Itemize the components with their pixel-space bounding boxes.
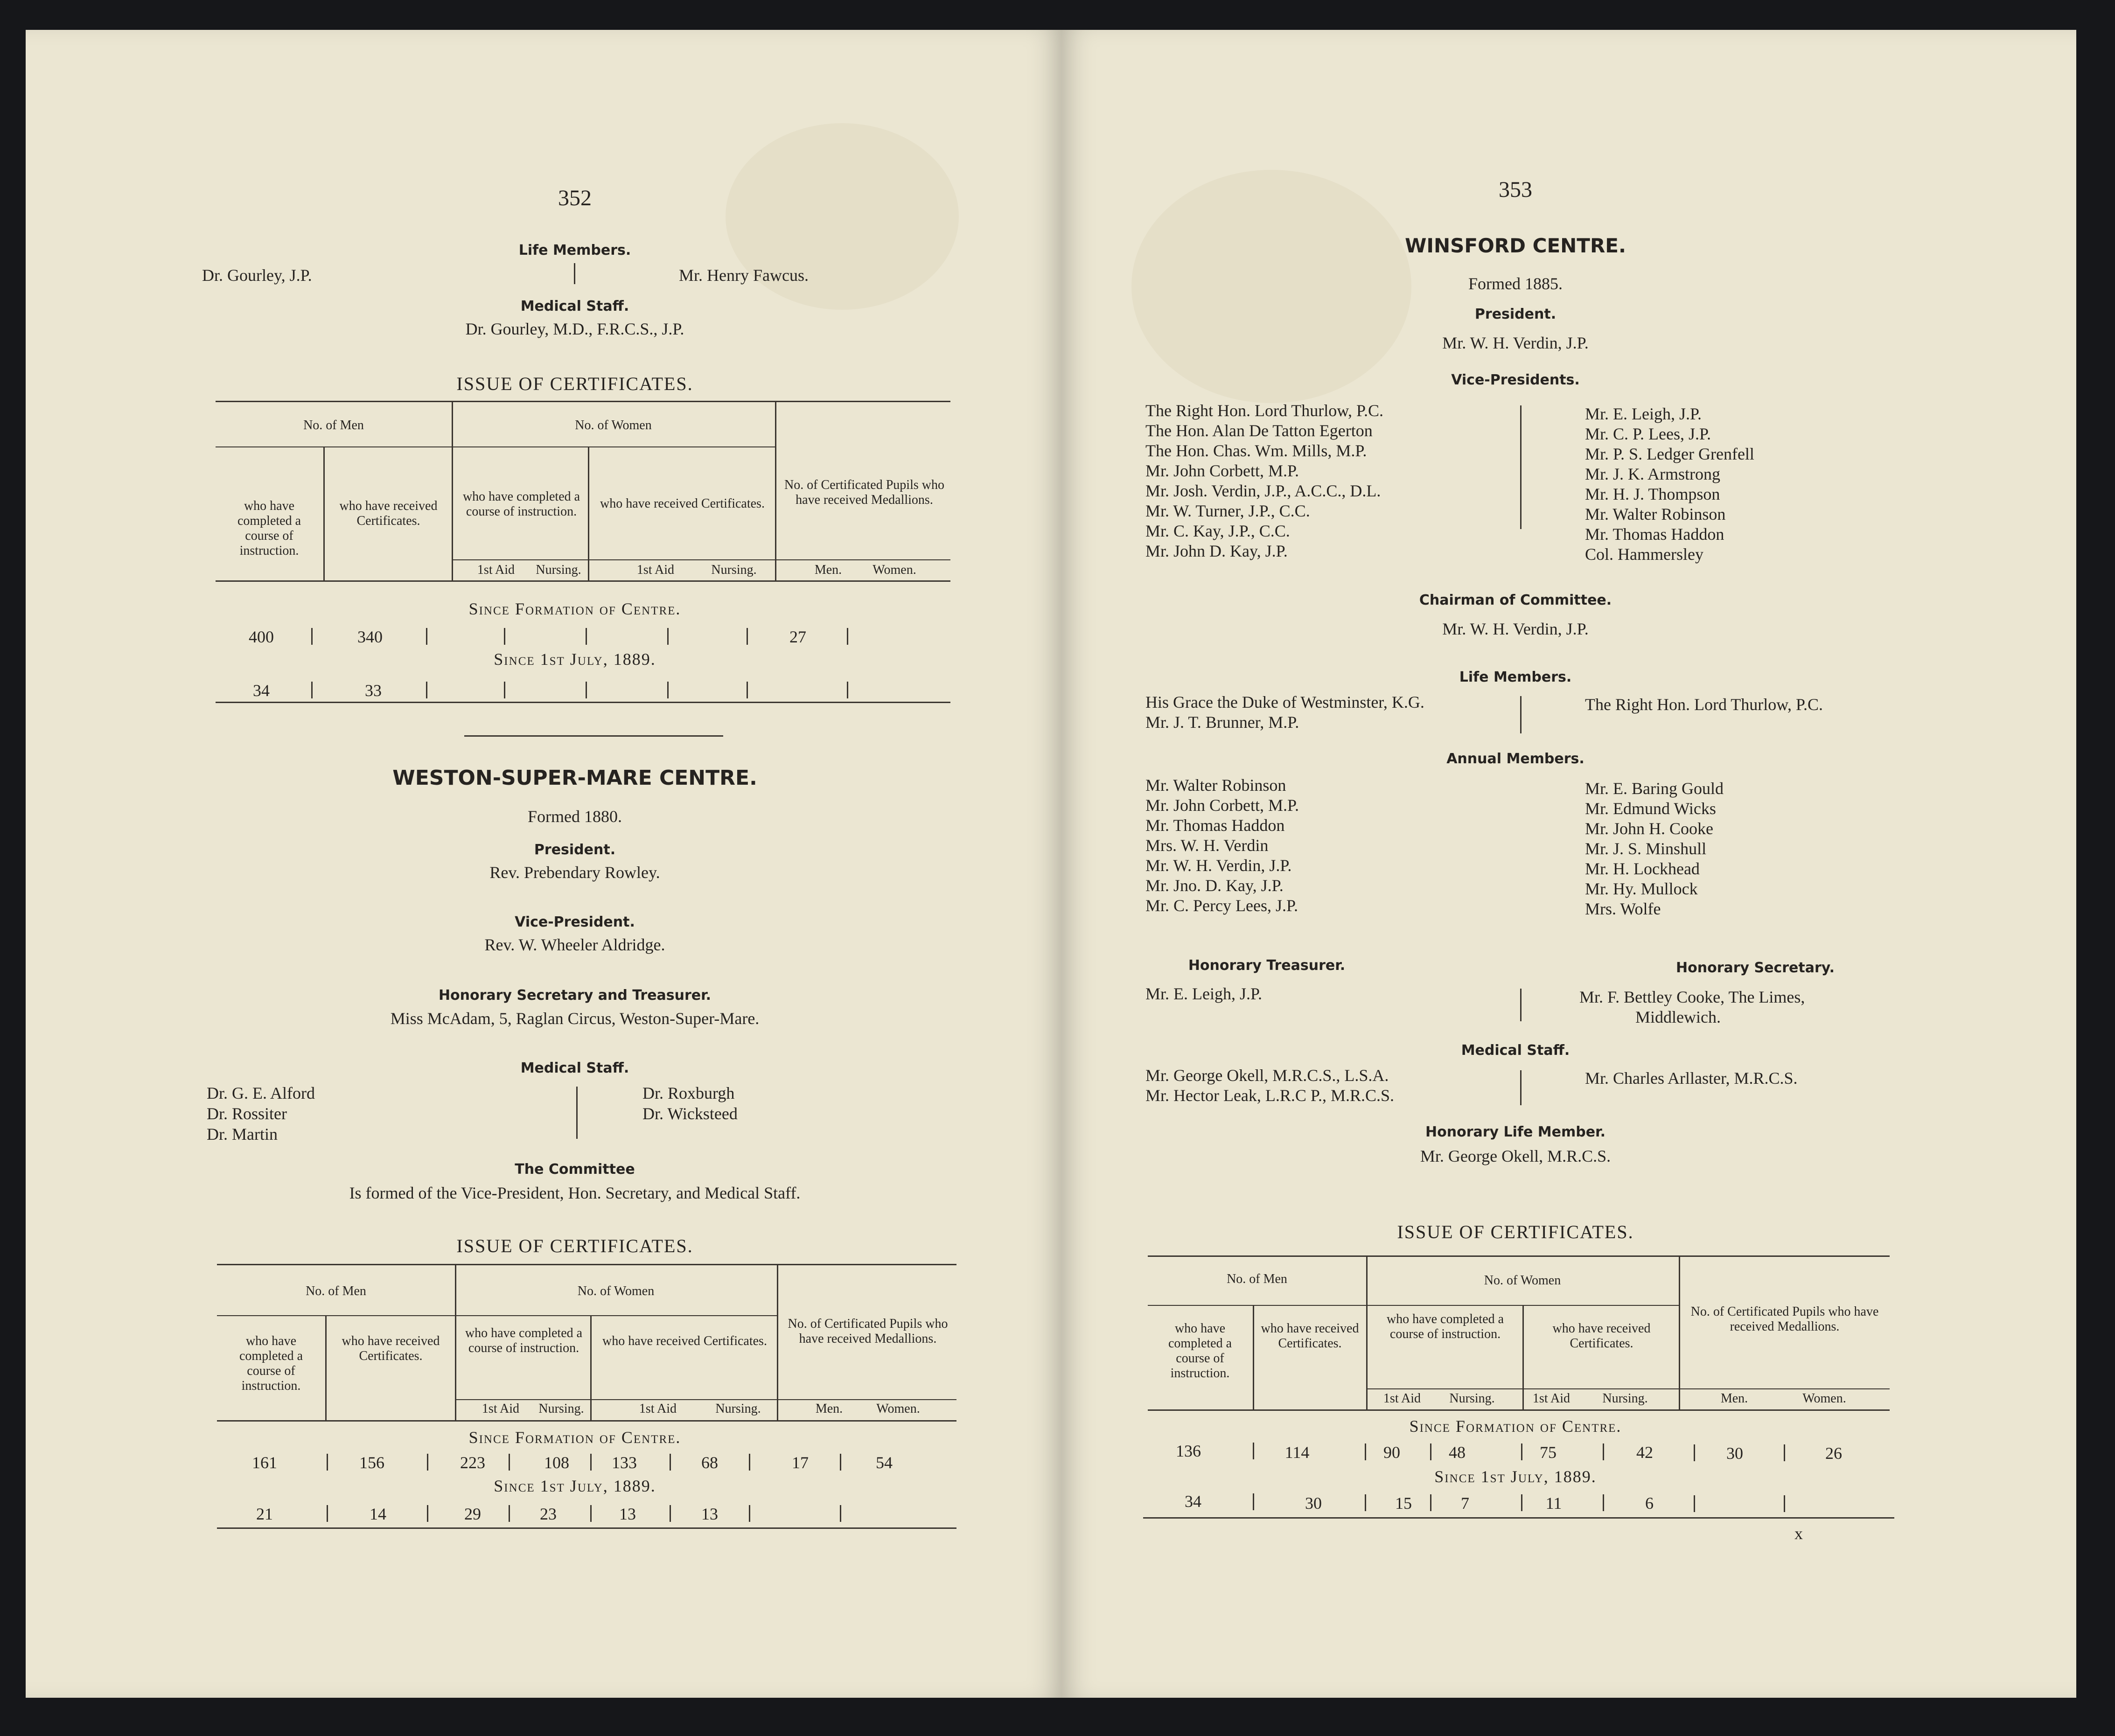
annual-member-name: Mr. C. Percy Lees, J.P. bbox=[1145, 896, 1298, 915]
vice-president-name: Mr. J. K. Armstrong bbox=[1585, 465, 1721, 483]
cell-separator bbox=[1603, 1443, 1604, 1460]
issue-title: ISSUE OF CERTIFICATES. bbox=[456, 373, 693, 394]
table-cell: 29 bbox=[464, 1505, 481, 1523]
cell-separator bbox=[840, 1454, 841, 1471]
table-cell: 23 bbox=[540, 1505, 557, 1523]
table-rule bbox=[455, 1399, 956, 1400]
table-cell: 27 bbox=[789, 627, 806, 646]
vice-presidents-heading: Vice-Presidents. bbox=[1451, 372, 1580, 388]
medical-staff-member: Mr. George Okell, M.R.C.S., L.S.A. bbox=[1145, 1066, 1389, 1085]
column-divider bbox=[588, 447, 589, 580]
vice-president-name: Mr. John D. Kay, J.P. bbox=[1145, 542, 1288, 560]
cell-separator bbox=[504, 628, 505, 645]
since-formation-label: Since Formation of Centre. bbox=[468, 1428, 681, 1447]
secretary-name: Miss McAdam, 5, Raglan Circus, Weston-Super-Mare. bbox=[390, 1009, 760, 1028]
formed-year: Formed 1885. bbox=[1468, 274, 1563, 293]
column-divider bbox=[1366, 1255, 1368, 1409]
table-cell: 34 bbox=[253, 681, 270, 700]
formed-year: Formed 1880. bbox=[528, 807, 622, 826]
first-aid-header: 1st Aid bbox=[477, 563, 515, 577]
column-divider bbox=[1253, 1306, 1254, 1409]
vice-president-name: Mr. Thomas Haddon bbox=[1585, 525, 1724, 544]
paper-stain bbox=[1131, 170, 1411, 403]
cell-separator bbox=[426, 682, 427, 698]
life-member-name: The Right Hon. Lord Thurlow, P.C. bbox=[1585, 695, 1823, 714]
vice-president-name: Mr. P. S. Ledger Grenfell bbox=[1585, 445, 1754, 463]
medical-staff-heading: Medical Staff. bbox=[520, 1060, 629, 1076]
medical-staff-member: Dr. Martin bbox=[207, 1125, 278, 1143]
table-cell: 33 bbox=[365, 681, 382, 700]
column-divider bbox=[574, 263, 575, 284]
cell-separator bbox=[840, 1505, 841, 1522]
cell-separator bbox=[1521, 1494, 1522, 1511]
since-july-label: Since 1st July, 1889. bbox=[494, 650, 656, 669]
first-aid-header: 1st Aid bbox=[482, 1401, 520, 1416]
centre-title: WESTON-SUPER-MARE CENTRE. bbox=[392, 766, 757, 790]
nursing-header: Nursing. bbox=[536, 563, 581, 577]
table-cell: 90 bbox=[1383, 1443, 1400, 1462]
women-received-header: who have received Certificates. bbox=[1552, 1321, 1651, 1351]
women-completed-header: who have completed a course of instruction. bbox=[465, 1326, 583, 1355]
women-header: No. of Women bbox=[577, 1284, 655, 1298]
medical-staff-heading: Medical Staff. bbox=[1461, 1042, 1570, 1059]
column-divider bbox=[325, 1316, 327, 1420]
men-completed-header: who have completed a course of instruction. bbox=[239, 1334, 303, 1393]
table-rule bbox=[216, 401, 950, 402]
right-page bbox=[1061, 30, 2076, 1698]
men-completed-header: who have completed a course of instruction. bbox=[237, 499, 301, 558]
women-completed-header: who have completed a course of instruction. bbox=[1386, 1312, 1504, 1341]
first-aid-header: 1st Aid bbox=[636, 563, 675, 577]
cell-separator bbox=[747, 682, 748, 698]
life-member-name: His Grace the Duke of Westminster, K.G. bbox=[1145, 693, 1424, 711]
table-rule bbox=[1148, 1305, 1679, 1306]
medallions-men-header: Men. bbox=[814, 563, 842, 577]
medallions-header: No. of Certificated Pupils who have received Medallions. bbox=[784, 478, 944, 507]
column-divider bbox=[775, 401, 776, 580]
table-cell: 13 bbox=[619, 1505, 636, 1523]
table-cell: 48 bbox=[1449, 1443, 1466, 1462]
table-cell: 17 bbox=[792, 1453, 809, 1472]
medical-staff-member: Mr. Charles Arllaster, M.R.C.S. bbox=[1585, 1069, 1798, 1088]
issue-title: ISSUE OF CERTIFICATES. bbox=[456, 1235, 693, 1256]
table-cell: 26 bbox=[1825, 1444, 1842, 1463]
cell-separator bbox=[1365, 1443, 1366, 1460]
page-number: 352 bbox=[558, 186, 592, 210]
table-rule bbox=[1148, 1409, 1890, 1411]
cell-separator bbox=[1603, 1494, 1604, 1511]
president-name: Rev. Prebendary Rowley. bbox=[489, 863, 660, 882]
cell-separator bbox=[427, 1454, 428, 1471]
table-rule bbox=[1148, 1255, 1890, 1257]
table-cell: 114 bbox=[1284, 1443, 1310, 1462]
vice-president-name: Mr. Walter Robinson bbox=[1585, 505, 1726, 523]
medallions-header: No. of Certificated Pupils who have received Medallions. bbox=[788, 1317, 948, 1346]
table-cell: 42 bbox=[1636, 1443, 1653, 1462]
first-aid-header: 1st Aid bbox=[639, 1401, 677, 1416]
honorary-life-member-heading: Honorary Life Member. bbox=[1425, 1124, 1605, 1140]
since-july-label: Since 1st July, 1889. bbox=[494, 1477, 656, 1495]
page-number: 353 bbox=[1499, 177, 1532, 202]
cell-separator bbox=[1365, 1494, 1366, 1511]
medallions-women-header: Women. bbox=[876, 1401, 920, 1416]
secretary-heading: Honorary Secretary and Treasurer. bbox=[438, 987, 712, 1004]
medical-staff-name: Dr. Gourley, M.D., F.R.C.S., J.P. bbox=[465, 320, 684, 338]
vice-president-heading: Vice-President. bbox=[515, 914, 635, 930]
annual-member-name: Mr. Thomas Haddon bbox=[1145, 816, 1285, 835]
medallions-women-header: Women. bbox=[1802, 1391, 1846, 1406]
cell-separator bbox=[670, 1505, 671, 1522]
men-header: No. of Men bbox=[303, 418, 364, 432]
column-divider bbox=[1520, 405, 1522, 529]
women-completed-header: who have completed a course of instruction. bbox=[462, 489, 580, 519]
vice-president-name: The Hon. Chas. Wm. Mills, M.P. bbox=[1145, 441, 1367, 460]
cell-separator bbox=[1430, 1494, 1431, 1511]
cell-separator bbox=[749, 1454, 750, 1471]
vice-president-name: Mr. C. P. Lees, J.P. bbox=[1585, 425, 1711, 443]
committee-text: Is formed of the Vice-President, Hon. Secretary, and Medical Staff. bbox=[349, 1184, 801, 1202]
first-aid-header: 1st Aid bbox=[1532, 1391, 1571, 1406]
table-rule bbox=[216, 580, 950, 582]
chairman-name: Mr. W. H. Verdin, J.P. bbox=[1442, 620, 1589, 638]
vice-president-name: Mr. C. Kay, J.P., C.C. bbox=[1145, 522, 1290, 540]
vice-president-name: The Right Hon. Lord Thurlow, P.C. bbox=[1145, 401, 1383, 420]
vice-president-name: Mr. John Corbett, M.P. bbox=[1145, 461, 1299, 480]
cell-separator bbox=[1430, 1443, 1431, 1460]
first-aid-header: 1st Aid bbox=[1383, 1391, 1421, 1406]
nursing-header: Nursing. bbox=[1449, 1391, 1495, 1406]
annual-member-name: Mr. Edmund Wicks bbox=[1585, 799, 1716, 818]
cell-separator bbox=[311, 628, 313, 645]
treasurer-heading: Honorary Treasurer. bbox=[1188, 957, 1346, 974]
cell-separator bbox=[327, 1454, 328, 1471]
table-cell: 6 bbox=[1645, 1494, 1654, 1513]
honorary-life-member-name: Mr. George Okell, M.R.C.S. bbox=[1420, 1147, 1611, 1165]
table-rule bbox=[216, 446, 775, 447]
men-received-header: who have received Certificates. bbox=[339, 499, 438, 528]
table-cell: 133 bbox=[612, 1453, 637, 1472]
column-divider bbox=[576, 1087, 578, 1139]
table-cell: 108 bbox=[544, 1453, 569, 1472]
life-members-heading: Life Members. bbox=[1459, 669, 1572, 685]
table-cell: 34 bbox=[1185, 1492, 1201, 1511]
medical-staff-member: Dr. Wicksteed bbox=[642, 1104, 738, 1123]
column-divider bbox=[323, 447, 325, 580]
cell-separator bbox=[1694, 1444, 1695, 1461]
section-divider bbox=[464, 735, 723, 737]
table-cell: 223 bbox=[460, 1453, 485, 1472]
men-received-header: who have received Certificates. bbox=[342, 1334, 440, 1363]
table-cell: 54 bbox=[876, 1453, 893, 1472]
medical-staff-member: Mr. Hector Leak, L.R.C P., M.R.C.S. bbox=[1145, 1086, 1395, 1105]
president-heading: President. bbox=[534, 842, 616, 858]
column-divider bbox=[455, 1264, 456, 1420]
annual-members-heading: Annual Members. bbox=[1446, 751, 1585, 767]
nursing-header: Nursing. bbox=[1602, 1391, 1648, 1406]
annual-member-name: Mr. John H. Cooke bbox=[1585, 819, 1714, 838]
vice-president-name: Rev. W. Wheeler Aldridge. bbox=[484, 935, 665, 954]
annual-member-name: Mr. E. Baring Gould bbox=[1585, 779, 1724, 798]
life-members-heading: Life Members. bbox=[518, 242, 631, 258]
table-cell: 11 bbox=[1545, 1494, 1562, 1513]
medallions-header: No. of Certificated Pupils who have received Medallions. bbox=[1690, 1304, 1879, 1334]
annual-member-name: Mr. W. H. Verdin, J.P. bbox=[1145, 856, 1292, 875]
table-cell: 136 bbox=[1176, 1442, 1201, 1460]
table-rule bbox=[217, 1264, 956, 1265]
secretary-heading: Honorary Secretary. bbox=[1676, 960, 1835, 976]
women-header: No. of Women bbox=[1484, 1273, 1561, 1288]
men-header: No. of Men bbox=[306, 1284, 366, 1298]
life-member-left: Dr. Gourley, J.P. bbox=[202, 266, 312, 285]
table-cell: 75 bbox=[1540, 1443, 1557, 1462]
cell-separator bbox=[509, 1505, 510, 1522]
column-divider bbox=[590, 1316, 592, 1420]
since-formation-label: Since Formation of Centre. bbox=[1409, 1417, 1622, 1436]
centre-title: WINSFORD CENTRE. bbox=[1405, 234, 1626, 257]
annual-member-name: Mr. H. Lockhead bbox=[1585, 859, 1700, 878]
cell-separator bbox=[1784, 1495, 1785, 1512]
column-divider bbox=[777, 1264, 778, 1420]
table-rule bbox=[452, 559, 950, 560]
cell-separator bbox=[847, 682, 848, 698]
annual-member-name: Mr. J. S. Minshull bbox=[1585, 839, 1707, 858]
annual-member-name: Mr. Walter Robinson bbox=[1145, 776, 1286, 795]
cell-separator bbox=[847, 628, 848, 645]
table-rule bbox=[1366, 1388, 1890, 1389]
cell-separator bbox=[426, 628, 427, 645]
life-member-name: Mr. J. T. Brunner, M.P. bbox=[1145, 713, 1299, 732]
vice-president-name: Mr. Josh. Verdin, J.P., A.C.C., D.L. bbox=[1145, 481, 1381, 500]
women-received-header: who have received Certificates. bbox=[602, 1334, 767, 1348]
medallions-women-header: Women. bbox=[873, 563, 916, 577]
since-formation-label: Since Formation of Centre. bbox=[468, 600, 681, 618]
since-july-label: Since 1st July, 1889. bbox=[1434, 1467, 1597, 1486]
vice-president-name: Mr. H. J. Thompson bbox=[1585, 485, 1720, 503]
footer-mark: x bbox=[1794, 1524, 1803, 1543]
cell-separator bbox=[427, 1505, 428, 1522]
cell-separator bbox=[590, 1505, 592, 1522]
cell-separator bbox=[1521, 1443, 1522, 1460]
left-page bbox=[26, 30, 1061, 1698]
table-cell: 21 bbox=[256, 1505, 273, 1523]
table-cell: 30 bbox=[1726, 1444, 1743, 1463]
cell-separator bbox=[749, 1505, 750, 1522]
medical-staff-member: Dr. Rossiter bbox=[207, 1104, 287, 1123]
men-completed-header: who have completed a course of instruction. bbox=[1168, 1321, 1232, 1380]
president-heading: President. bbox=[1474, 306, 1557, 322]
column-divider bbox=[1679, 1255, 1680, 1409]
annual-member-name: Mrs. W. H. Verdin bbox=[1145, 836, 1269, 855]
cell-separator bbox=[311, 682, 313, 698]
nursing-header: Nursing. bbox=[715, 1401, 761, 1416]
cell-separator bbox=[1784, 1444, 1785, 1461]
medallions-men-header: Men. bbox=[1720, 1391, 1748, 1406]
treasurer-name: Mr. E. Leigh, J.P. bbox=[1145, 984, 1263, 1003]
cell-separator bbox=[667, 682, 669, 698]
annual-member-name: Mrs. Wolfe bbox=[1585, 899, 1661, 918]
table-rule bbox=[217, 1527, 956, 1529]
table-cell: 13 bbox=[701, 1505, 718, 1523]
issue-title: ISSUE OF CERTIFICATES. bbox=[1397, 1221, 1634, 1242]
table-cell: 15 bbox=[1395, 1494, 1412, 1513]
table-rule bbox=[217, 1315, 777, 1316]
table-cell: 161 bbox=[252, 1453, 277, 1472]
cell-separator bbox=[590, 1454, 592, 1471]
vice-president-name: Mr. E. Leigh, J.P. bbox=[1585, 404, 1702, 423]
medallions-men-header: Men. bbox=[815, 1401, 843, 1416]
table-cell: 156 bbox=[359, 1453, 384, 1472]
cell-separator bbox=[670, 1454, 671, 1471]
cell-separator bbox=[667, 628, 669, 645]
table-cell: 14 bbox=[370, 1505, 386, 1523]
column-divider bbox=[1520, 1070, 1522, 1105]
nursing-header: Nursing. bbox=[711, 563, 757, 577]
cell-separator bbox=[747, 628, 748, 645]
table-cell: 340 bbox=[357, 627, 383, 646]
column-divider bbox=[1520, 989, 1522, 1021]
medical-staff-member: Dr. G. E. Alford bbox=[207, 1084, 315, 1102]
table-cell: 400 bbox=[249, 627, 274, 646]
president-name: Mr. W. H. Verdin, J.P. bbox=[1442, 334, 1589, 352]
cell-separator bbox=[1253, 1493, 1254, 1510]
annual-member-name: Mr. Hy. Mullock bbox=[1585, 879, 1698, 898]
table-cell: 7 bbox=[1461, 1494, 1469, 1513]
committee-heading: The Committee bbox=[515, 1161, 635, 1178]
chairman-heading: Chairman of Committee. bbox=[1419, 592, 1612, 608]
life-member-right: Mr. Henry Fawcus. bbox=[679, 266, 809, 285]
cell-separator bbox=[504, 682, 505, 698]
cell-separator bbox=[1694, 1495, 1695, 1512]
table-rule bbox=[1143, 1517, 1894, 1519]
men-header: No. of Men bbox=[1227, 1272, 1287, 1286]
medical-staff-member: Dr. Roxburgh bbox=[642, 1084, 735, 1102]
cell-separator bbox=[1253, 1443, 1254, 1459]
table-cell: 30 bbox=[1305, 1494, 1322, 1513]
secretary-address: Mr. F. Bettley Cooke, The Limes, bbox=[1579, 988, 1805, 1006]
vice-president-name: Col. Hammersley bbox=[1585, 545, 1703, 564]
cell-separator bbox=[509, 1454, 510, 1471]
medical-staff-heading: Medical Staff. bbox=[520, 298, 629, 314]
women-received-header: who have received Certificates. bbox=[600, 496, 765, 511]
women-header: No. of Women bbox=[575, 418, 652, 432]
table-rule bbox=[216, 702, 950, 703]
secretary-address: Middlewich. bbox=[1635, 1008, 1721, 1026]
vice-president-name: The Hon. Alan De Tatton Egerton bbox=[1145, 421, 1373, 440]
cell-separator bbox=[327, 1505, 328, 1522]
table-rule bbox=[217, 1420, 956, 1422]
column-divider bbox=[1520, 696, 1522, 733]
vice-president-name: Mr. W. Turner, J.P., C.C. bbox=[1145, 502, 1310, 520]
nursing-header: Nursing. bbox=[538, 1401, 584, 1416]
cell-separator bbox=[586, 682, 587, 698]
column-divider bbox=[452, 401, 453, 580]
annual-member-name: Mr. John Corbett, M.P. bbox=[1145, 796, 1299, 815]
cell-separator bbox=[586, 628, 587, 645]
table-cell: 68 bbox=[701, 1453, 718, 1472]
annual-member-name: Mr. Jno. D. Kay, J.P. bbox=[1145, 876, 1284, 895]
men-received-header: who have received Certificates. bbox=[1261, 1321, 1359, 1351]
column-divider bbox=[1522, 1306, 1524, 1409]
